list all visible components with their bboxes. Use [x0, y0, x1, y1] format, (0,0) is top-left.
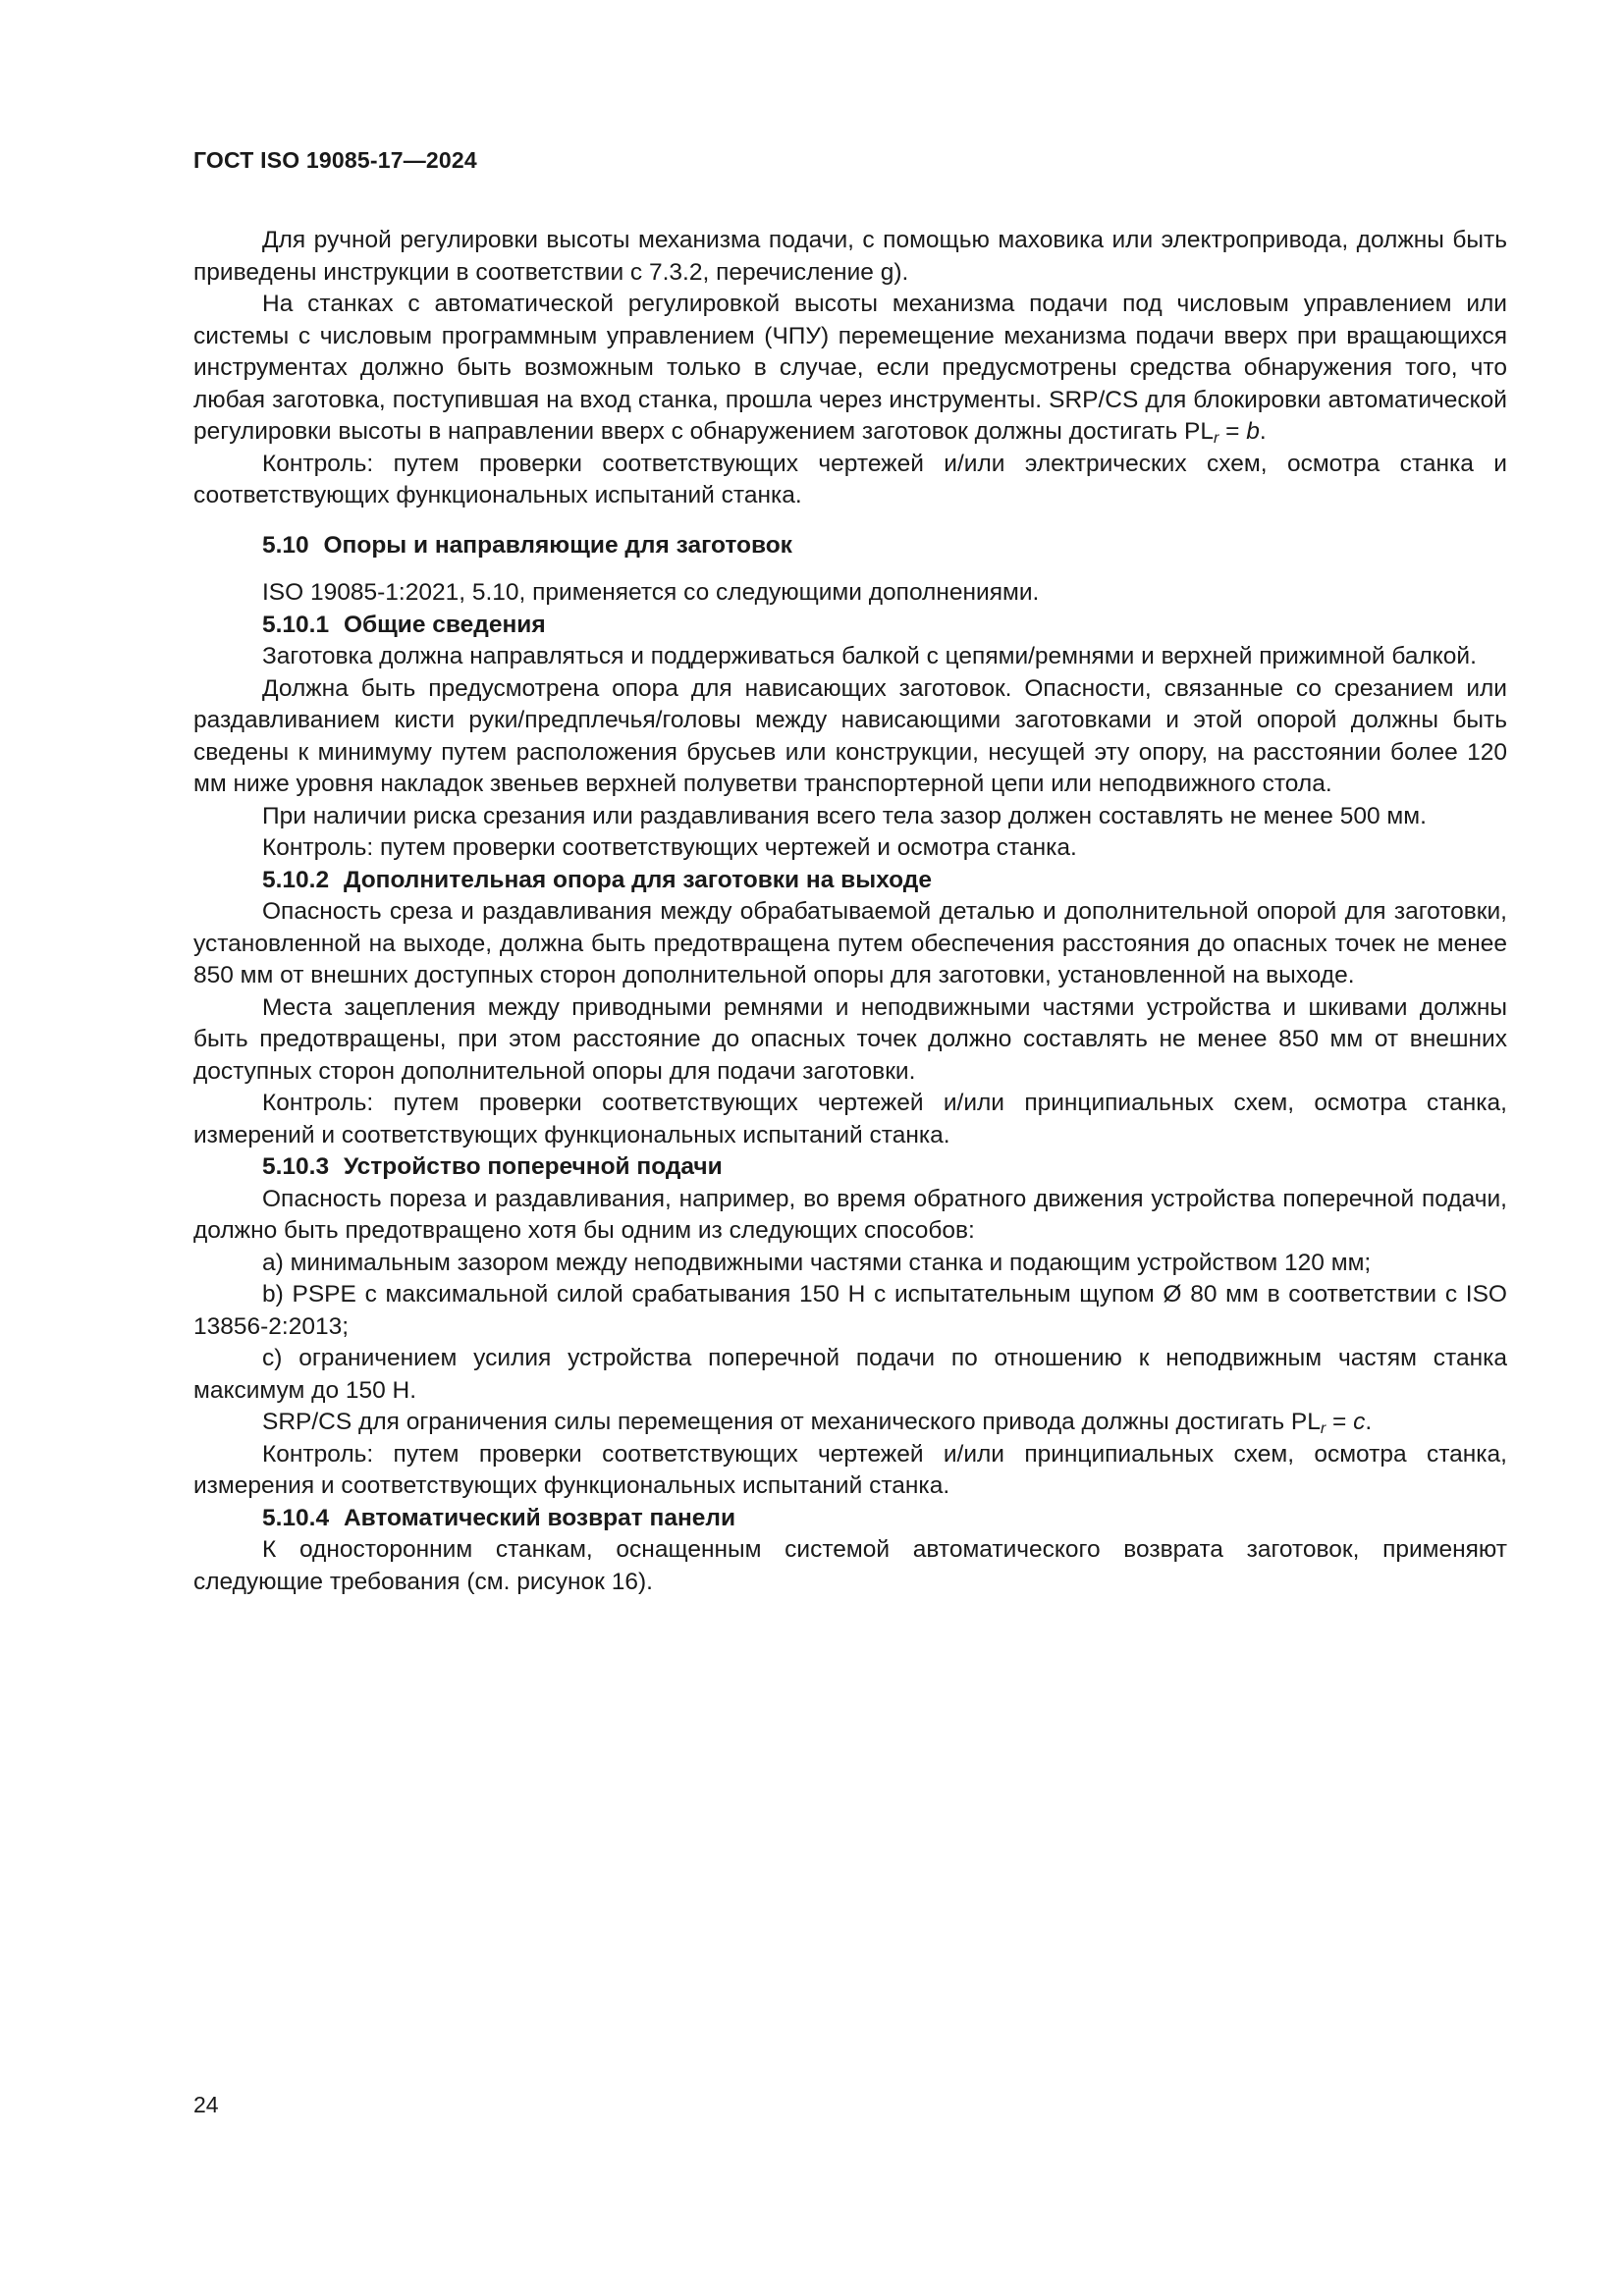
section-number: 5.10 — [262, 531, 309, 559]
section-number: 5.10.1 — [262, 611, 330, 638]
list-item: c) ограничением усилия устройства поперечной подачи по отношению к неподвижным частям станка максимум до 150 Н. — [193, 1345, 1507, 1404]
section-heading-5-10-2 — [193, 865, 1507, 897]
section-heading-5-10-4 — [193, 1503, 1507, 1535]
paragraph: Контроль: путем проверки соответствующих чертежей и/или электрических схем, осмотра станка и соответствующих функциональных испытаний станка. — [193, 450, 1507, 508]
paragraph: Опасность пореза и раздавливания, например, во время обратного движения устройства поперечной подачи, должно быть предотвращено хотя бы одним из следующих способов: — [193, 1185, 1507, 1244]
subscript: r — [1320, 1420, 1326, 1437]
paragraph: При наличии риска срезания или раздавливания всего тела зазор должен составлять не менее 500 мм. — [262, 802, 1427, 829]
paragraph: Заготовка должна направляться и поддерживаться балкой с цепями/ремнями и верхней прижимной балкой. — [262, 643, 1477, 669]
section-number: 5.10.2 — [262, 866, 330, 893]
page-number: 24 — [193, 2092, 219, 2117]
paragraph — [193, 289, 1507, 449]
section-number: 5.10.4 — [262, 1504, 330, 1531]
paragraph: Места зацепления между приводными ремнями и неподвижными частями устройства и шкивами должны быть предотвращены, при этом расстояние до опасных точек должно составлять не менее 850 мм от внешних доступных сторон дополнительной опоры для подачи заготовки. — [193, 993, 1507, 1085]
section-title: Устройство поперечной подачи — [343, 1153, 723, 1180]
paragraph: Для ручной регулировки высоты механизма подачи, с помощью маховика или электропривода, должны быть приведены инструкции в соответствии с 7.3.2, перечисление g). — [193, 227, 1507, 286]
section-heading-5-10-1 — [193, 610, 1507, 642]
paragraph: Опасность среза и раздавливания между обрабатываемой деталью и дополнительной опорой для заготовки, установленной на выходе, должна быть предотвращена путем обеспечения расстояния до опасных точек не менее 850 мм от внешних доступных сторон дополнительной опоры для заготовки, установленной на выходе. — [193, 898, 1507, 988]
paragraph: ISO 19085-1:2021, 5.10, применяется со следующими дополнениями. — [262, 579, 1040, 606]
list-item: a) минимальным зазором между неподвижными частями станка и подающим устройством 120 мм; — [262, 1249, 1372, 1276]
paragraph: К односторонним станкам, оснащенным системой автоматического возврата заготовок, применяют следующие требования (см. рисунок 16). — [193, 1536, 1507, 1595]
paragraph: Контроль: путем проверки соответствующих чертежей и осмотра станка. — [262, 834, 1077, 861]
paragraph-text: На станках с автоматической регулировкой высоты механизма подачи под числовым управлением или системы с числовым программным управлением (ЧПУ) перемещение механизма подачи вверх при вращающихся инструментах должно быть возможным только в случае, если предусмотрены средства обнаружения того, что любая заготовка, поступившая на вход станка, прошла через инструменты. SRP/CS для блокировки автоматической регулировки высоты в направлении вверх с обнаружением заготовок должны достигать PL — [193, 291, 1507, 445]
section-title: Общие сведения — [343, 611, 546, 638]
section-number: 5.10.3 — [262, 1153, 330, 1180]
paragraph: Контроль: путем проверки соответствующих чертежей и/или принципиальных схем, осмотра станка, измерения и соответствующих функциональных испытаний станка. — [193, 1440, 1507, 1499]
paragraph: Контроль: путем проверки соответствующих чертежей и/или принципиальных схем, осмотра станка, измерений и соответствующих функциональных испытаний станка. — [193, 1090, 1507, 1148]
performance-level-value: c — [1353, 1409, 1366, 1435]
section-title: Автоматический возврат панели — [343, 1504, 736, 1531]
equals-sign: = — [1326, 1409, 1354, 1435]
section-title: Опоры и направляющие для заготовок — [323, 531, 792, 559]
paragraph-text: SRP/CS для ограничения силы перемещения от механического привода должны достигать PL — [262, 1409, 1321, 1435]
section-heading-5-10 — [193, 530, 1507, 562]
performance-level-value: b — [1246, 418, 1260, 445]
period: . — [1365, 1409, 1373, 1435]
document-body — [193, 225, 1507, 1598]
paragraph: Должна быть предусмотрена опора для нависающих заготовок. Опасности, связанные со срезанием или раздавливанием кисти руки/предплечья/головы между нависающими заготовками и этой опорой должны быть сведены к минимуму путем расположения брусьев или конструкции, несущей эту опору, на расстоянии более 120 мм ниже уровня накладок звеньев верхней полуветви транспортерной цепи или неподвижного стола. — [193, 674, 1507, 797]
period: . — [1259, 418, 1267, 445]
paragraph — [193, 1407, 1507, 1439]
section-heading-5-10-3 — [193, 1151, 1507, 1184]
subscript: r — [1214, 430, 1219, 447]
equals-sign: = — [1218, 418, 1247, 445]
list-item: b) PSPE с максимальной силой срабатывания 150 Н с испытательным щупом Ø 80 мм в соответствии с ISO 13856-2:2013; — [193, 1281, 1507, 1340]
document-header: ГОСТ ISO 19085-17—2024 — [193, 147, 477, 173]
section-title: Дополнительная опора для заготовки на выходе — [343, 866, 932, 893]
